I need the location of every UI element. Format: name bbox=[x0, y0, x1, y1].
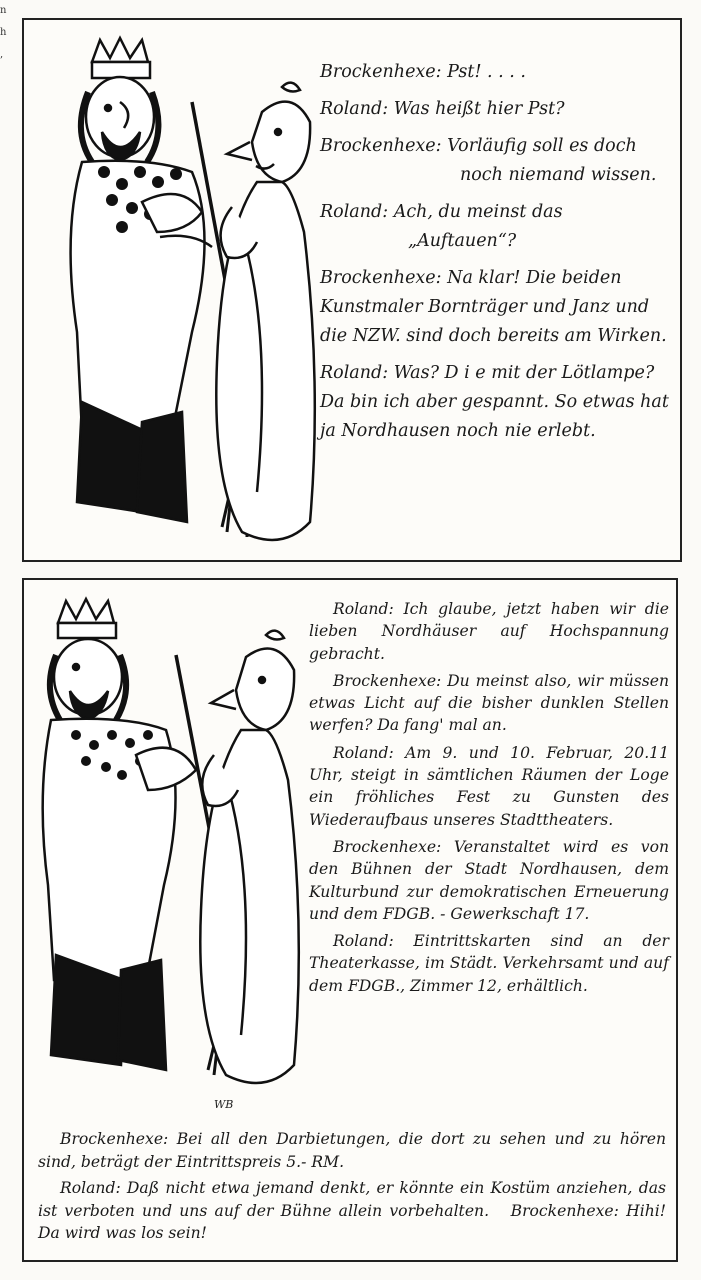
edge-mark: h bbox=[0, 27, 7, 38]
dialogue-block-2-bottom bbox=[38, 1128, 666, 1249]
edge-mark: , bbox=[0, 49, 4, 60]
dialogue-line: Brockenhexe: Du meinst also, wir müssen etwas Licht auf die bisher dunklen Stellen werfen? Da fang' mal an. bbox=[309, 671, 669, 735]
dialogue-line: Brockenhexe: Pst! . . . . bbox=[320, 62, 526, 82]
dialogue-line: Brockenhexe: Na klar! Die beiden Kunstmaler Bornträger und Janz und die NZW. sind doch bereits am Wirken. bbox=[320, 268, 667, 346]
dialogue-block-1 bbox=[320, 58, 670, 454]
dialogue-line: Roland: Daß nicht etwa jemand denkt, er könnte ein Kostüm anziehen, das ist verboten und uns auf der Bühne allein vorbehalten. Brockenhexe: Hihi! Da wird was los sein! bbox=[38, 1179, 666, 1242]
dialogue-line: Roland: Eintrittskarten sind an der Theaterkasse, im Städt. Verkehrsamt und auf dem FDGB., Zimmer 12, erhältlich. bbox=[309, 932, 669, 995]
roland-witch-illustration-1 bbox=[42, 32, 327, 557]
artist-signature: WB bbox=[214, 1098, 234, 1111]
roland-witch-illustration-2 bbox=[36, 595, 321, 1100]
dialogue-line: Roland: Ich glaube, jetzt haben wir die lieben Nordhäuser auf Hochspannung gebracht. bbox=[309, 600, 669, 663]
comic-panel-2 bbox=[22, 578, 678, 1262]
dialogue-line: Brockenhexe: Vorläufig soll es doch noch niemand wissen. bbox=[320, 136, 657, 185]
dialogue-line: Roland: Was heißt hier Pst? bbox=[320, 99, 565, 119]
dialogue-line: Roland: Ach, du meinst das „Auftauen“? bbox=[320, 202, 563, 251]
dialogue-line: Roland: Am 9. und 10. Februar, 20.11 Uhr, steigt in sämtlichen Räumen der Loge ein fröhliches Fest zu Gunsten des Wiederaufbaus unseres Stadttheaters. bbox=[309, 743, 669, 829]
comic-panel-1 bbox=[22, 18, 682, 562]
edge-mark: n bbox=[0, 5, 7, 16]
page-edge-marks bbox=[0, 0, 8, 66]
dialogue-line: Roland: Was? D i e mit der Lötlampe? Da bin ich aber gespannt. So etwas hat ja Nordhausen noch nie erlebt. bbox=[320, 363, 669, 441]
dialogue-line: Brockenhexe: Bei all den Darbietungen, die dort zu sehen und zu hören sind, beträgt der Eintrittspreis 5.- RM. bbox=[38, 1130, 666, 1171]
dialogue-line: Brockenhexe: Veranstaltet wird es von den Bühnen der Stadt Nordhausen, dem Kulturbund zur demokratischen Erneuerung und dem FDGB. - Gewerkschaft 17. bbox=[309, 837, 669, 923]
dialogue-block-2 bbox=[309, 598, 669, 1002]
